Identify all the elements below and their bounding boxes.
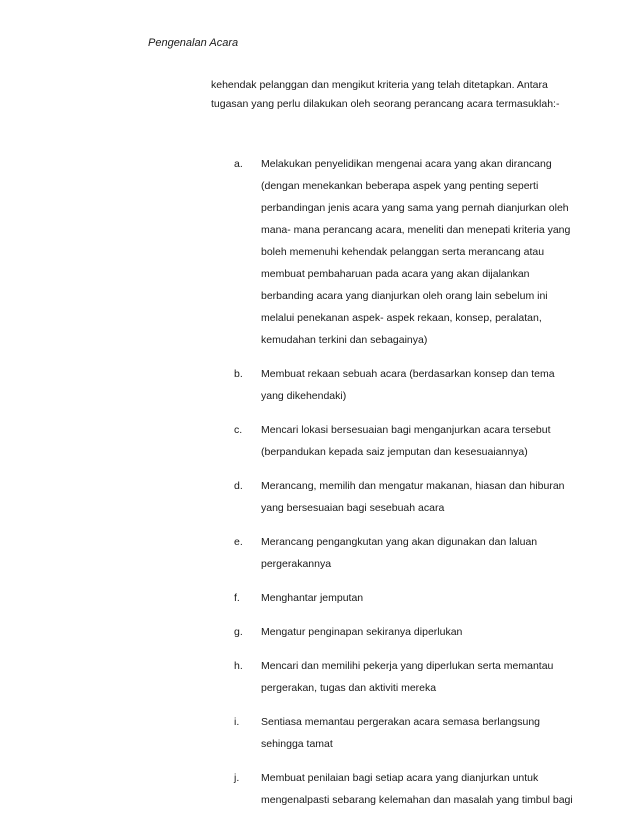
intro-paragraph [211, 76, 581, 114]
list-marker: j. [234, 772, 240, 784]
list-item-text: Mencari lokasi bersesuaian bagi menganjurkan acara tersebut (berpandukan kepada saiz jemputan dan kesesuaiannya) [261, 424, 551, 458]
list-marker: d. [234, 480, 243, 492]
list-item-text: Merancang, memilih dan mengatur makanan, hiasan dan hiburan yang bersesuaian bagi sesebuah acara [261, 480, 565, 514]
list-item-text: Merancang pengangkutan yang akan digunakan dan laluan pergerakannya [261, 536, 538, 570]
list-item [234, 711, 574, 755]
list-item-text: Mencari dan memilihi pekerja yang diperlukan serta memantau pergerakan, tugas dan aktiviti mereka [261, 660, 554, 694]
list-item-text: Mengatur penginapan sekiranya diperlukan [261, 626, 463, 638]
list-item-text: Melakukan penyelidikan mengenai acara yang akan dirancang (dengan menekankan beberapa aspek yang penting seperti perbandingan jenis acara yang sama yang pernah dianjurkan oleh mana- mana perancang acara, meneliti dan menepati kriteria yang boleh memenuhi kehendak pelanggan serta merancang atau membuat pembaharuan pada acara yang akan dijalankan berbanding acara yang dianjurkan oleh orang lain sebelum ini melalui penekanan aspek- aspek rekaan, konsep, peralatan, kemudahan terkini dan sebagainya) [261, 158, 571, 346]
page-header-title: Pengenalan Acara [148, 37, 239, 49]
list-item [234, 419, 574, 463]
list-item [234, 767, 574, 811]
list-marker: c. [234, 424, 243, 436]
list-item-text: Menghantar jemputan [261, 592, 364, 604]
intro-line-2: tugasan yang perlu dilakukan oleh seorang perancang acara termasuklah:- [211, 98, 560, 110]
list-marker: e. [234, 536, 243, 548]
list-marker: i. [234, 716, 240, 728]
list-marker: a. [234, 158, 243, 170]
list-item [234, 363, 574, 407]
list-item-text: Membuat rekaan sebuah acara (berdasarkan konsep dan tema yang dikehendaki) [261, 368, 555, 402]
task-list [234, 153, 574, 823]
list-item [234, 621, 574, 643]
list-item [234, 153, 574, 351]
list-item [234, 475, 574, 519]
intro-line-1: kehendak pelanggan dan mengikut kriteria yang telah ditetapkan. Antara [211, 79, 548, 91]
list-item [234, 531, 574, 575]
list-item-text: Sentiasa memantau pergerakan acara semasa berlangsung sehingga tamat [261, 716, 541, 750]
list-item [234, 587, 574, 609]
list-item-text: Membuat penilaian bagi setiap acara yang dianjurkan untuk mengenalpasti sebarang kelemahan dan masalah yang timbul bagi [261, 772, 573, 806]
list-marker: g. [234, 626, 243, 638]
list-marker: f. [234, 592, 240, 604]
list-marker: h. [234, 660, 243, 672]
list-item [234, 655, 574, 699]
list-marker: b. [234, 368, 243, 380]
